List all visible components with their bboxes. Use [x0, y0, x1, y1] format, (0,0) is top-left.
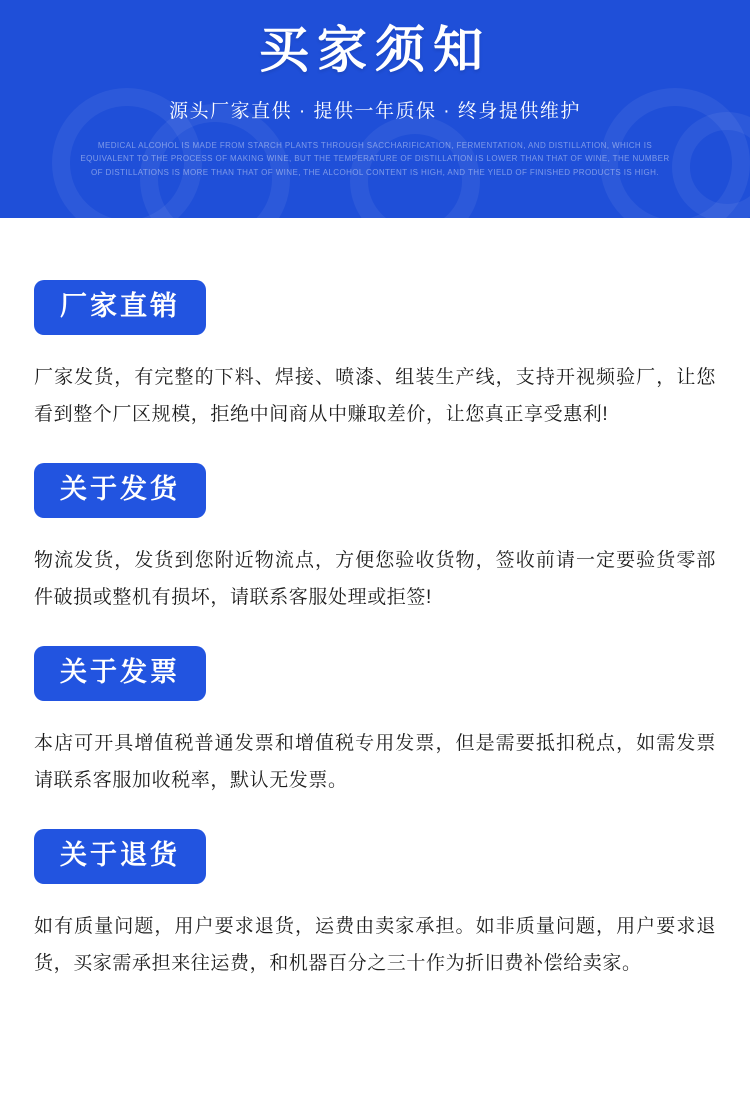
- notice-content: [0, 218, 750, 982]
- page-title: 买家须知: [259, 22, 491, 78]
- section-text-invoice: 本店可开具增值税普通发票和增值税专用发票，但是需要抵扣税点，如需发票请联系客服加收税率，默认无发票。: [34, 733, 716, 792]
- banner-english-text: MEDICAL ALCOHOL IS MADE FROM STARCH PLANTS THROUGH SACCHARIFICATION, FERMENTATION, AND DISTILLATION, WHICH IS EQUIVALENT TO THE PROCESS OF MAKING WINE, BUT THE TEMPERATURE OF DISTILLATION IS LOWER THAN THAT OF WINE, THE NUMBER OF DISTILLATIONS IS MORE THAN THAT OF WINE, THE ALCOHOL CONTENT IS HIGH, AND THE YIELD OF FINISHED PRODUCTS IS HIGH.: [80, 140, 670, 177]
- notice-section-factory-direct: [34, 280, 716, 433]
- section-tag-invoice: 关于发票: [34, 646, 206, 701]
- notice-section-return: [34, 829, 716, 982]
- section-tag-return: 关于退货: [34, 829, 206, 884]
- section-text-shipping: 物流发货，发货到您附近物流点，方便您验收货物，签收前请一定要验货零部件破损或整机有损坏，请联系客服处理或拒签!: [34, 550, 716, 609]
- header-banner: [0, 0, 750, 218]
- section-tag-factory-direct: 厂家直销: [34, 280, 206, 335]
- section-tag-shipping: 关于发货: [34, 463, 206, 518]
- section-text-return: 如有质量问题，用户要求退货，运费由卖家承担。如非质量问题，用户要求退货，买家需承担来往运费，和机器百分之三十作为折旧费补偿给卖家。: [34, 916, 716, 975]
- banner-subtitle: 源头厂家直供 · 提供一年质保 · 终身提供维护: [169, 100, 581, 122]
- notice-section-invoice: [34, 646, 716, 799]
- notice-section-shipping: [34, 463, 716, 616]
- section-text-factory-direct: 厂家发货，有完整的下料、焊接、喷漆、组装生产线，支持开视频验厂，让您看到整个厂区规模，拒绝中间商从中赚取差价，让您真正享受惠利!: [34, 367, 716, 426]
